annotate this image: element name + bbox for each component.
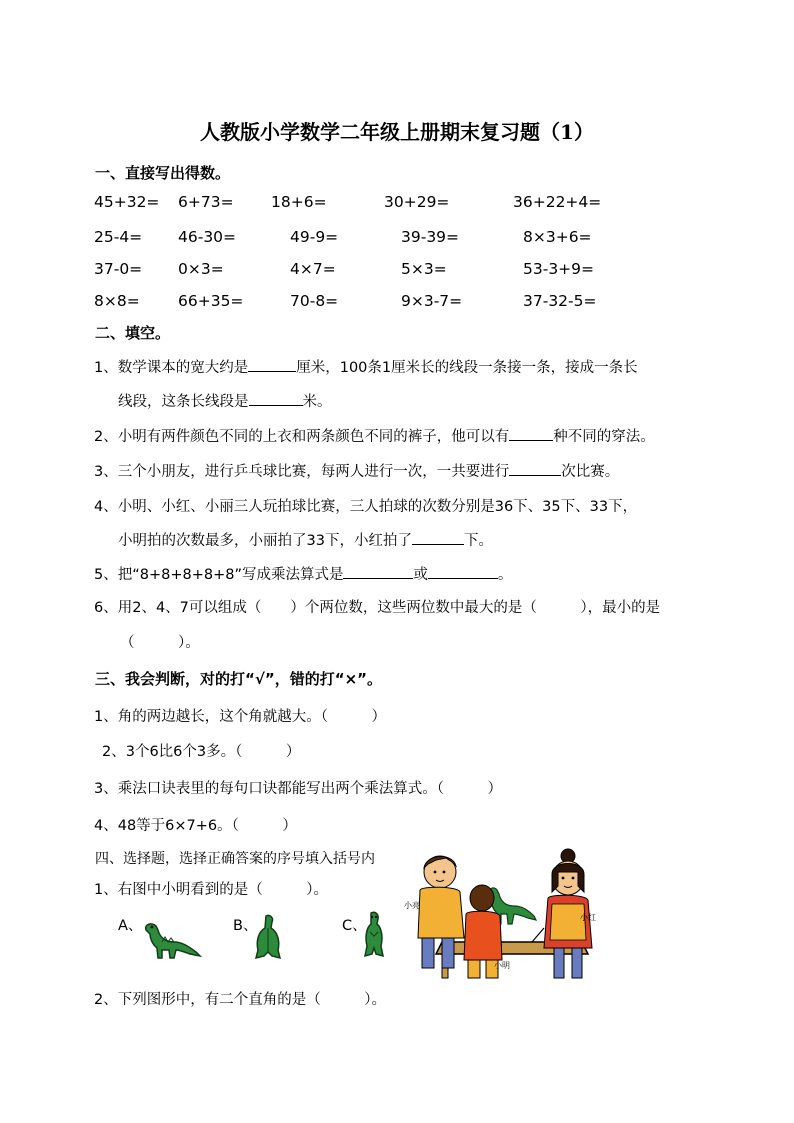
dinosaur-back-icon — [252, 912, 284, 960]
judge-item: 1、角的两边越长，这个角就越大。（ ） — [94, 709, 386, 725]
question-text: 2、小明有两件颜色不同的上衣和两条颜色不同的裤子，他可以有 — [94, 429, 510, 445]
arithmetic-item: 53-3+9= — [523, 260, 595, 278]
page-title: 人教版小学数学二年级上册期末复习题（1） — [200, 120, 594, 144]
section1-heading: 一、直接写出得数。 — [95, 164, 231, 182]
judge-item: 4、48等于6×7+6。（ ） — [94, 818, 297, 834]
arithmetic-item: 8×8= — [94, 292, 140, 310]
arithmetic-item: 45+32= — [94, 193, 160, 211]
question-text: 种不同的穿法。 — [553, 429, 655, 445]
arithmetic-item: 66+35= — [178, 292, 244, 310]
question-text: 下。 — [463, 533, 493, 549]
question-text: 线段，这条长线段是 — [118, 394, 249, 410]
question-text: 小明拍的次数最多，小丽拍了33下，小红拍了 — [118, 533, 412, 549]
arithmetic-item: 46-30= — [178, 228, 237, 246]
answer-blank[interactable] — [248, 357, 296, 372]
question-text: 4、小明、小红、小丽三人玩拍球比赛，三人拍球的次数分别是36下、35下、33下， — [94, 499, 638, 515]
children-illustration — [402, 842, 596, 982]
dinosaur-front-icon — [361, 910, 387, 960]
question-text: 次比赛。 — [561, 464, 620, 480]
question-text: 1、数学课本的宽大约是 — [94, 360, 249, 376]
section2-heading: 二、填空。 — [95, 324, 171, 342]
arithmetic-item: 8×3+6= — [523, 228, 592, 246]
question-text: 或 — [413, 567, 428, 583]
fill-question-6 — [94, 596, 660, 617]
judge-item: 2、3个6比6个3多。（ ） — [102, 744, 301, 760]
question-text: 6、用2、4、7可以组成（ ）个两位数，这些两位数中最大的是（ ），最小的是 — [94, 600, 661, 616]
arithmetic-item: 37-0= — [94, 260, 143, 278]
arithmetic-item: 18+6= — [271, 193, 327, 211]
question-text: 。 — [497, 567, 513, 583]
answer-blank[interactable] — [509, 426, 553, 441]
choice-question-1: 1、右图中小明看到的是（ ）。 — [94, 882, 328, 898]
fill-question-3 — [94, 460, 619, 481]
section3-heading: 三、我会判断，对的打“√”，错的打“×”。 — [95, 670, 383, 688]
arithmetic-item: 5×3= — [401, 260, 447, 278]
question-text: 5、把“8+8+8+8+8”写成乘法算式是 — [94, 567, 344, 583]
illustration-label: 小亮 — [404, 901, 420, 910]
illustration-label: 小明 — [494, 961, 510, 970]
fill-question-4 — [94, 495, 637, 516]
answer-blank[interactable] — [412, 530, 464, 545]
arithmetic-item: 49-9= — [290, 228, 339, 246]
question-text: 厘米，100条1厘米长的线段一条接一条，接成一条长 — [296, 360, 638, 376]
illustration-label: 小红 — [580, 913, 596, 922]
option-b-label[interactable]: B、 — [233, 918, 258, 934]
section4-heading: 四、选择题，选择正确答案的序号填入括号内 — [95, 851, 375, 867]
answer-blank[interactable] — [343, 564, 413, 579]
answer-blank[interactable] — [249, 391, 303, 406]
arithmetic-item: 30+29= — [384, 193, 450, 211]
arithmetic-item: 39-39= — [401, 228, 460, 246]
arithmetic-item: 6+73= — [178, 193, 234, 211]
arithmetic-item: 70-8= — [290, 292, 339, 310]
fill-question-6-cont — [120, 631, 200, 652]
answer-blank[interactable] — [428, 564, 498, 579]
option-a-label[interactable]: A、 — [118, 918, 143, 934]
answer-blank[interactable] — [509, 461, 561, 476]
fill-question-4-cont — [118, 529, 493, 550]
dinosaur-side-icon — [140, 916, 202, 960]
question-text: （ ）。 — [120, 635, 200, 651]
question-text: 3、三个小朋友，进行乒乓球比赛，每两人进行一次，一共要进行 — [94, 464, 510, 480]
option-c-label[interactable]: C、 — [342, 918, 367, 934]
fill-question-2 — [94, 425, 655, 446]
arithmetic-item: 36+22+4= — [513, 193, 602, 211]
fill-question-1 — [94, 356, 638, 377]
arithmetic-item: 25-4= — [94, 228, 143, 246]
question-text: 米。 — [302, 394, 332, 410]
arithmetic-item: 0×3= — [178, 260, 224, 278]
judge-item: 3、乘法口诀表里的每句口诀都能写出两个乘法算式。（ ） — [94, 781, 502, 797]
arithmetic-item: 4×7= — [290, 260, 336, 278]
choice-question-2: 2、下列图形中，有二个直角的是（ ）。 — [94, 992, 386, 1008]
arithmetic-item: 9×3-7= — [401, 292, 463, 310]
fill-question-1-cont — [118, 390, 332, 411]
arithmetic-item: 37-32-5= — [523, 292, 597, 310]
fill-question-5 — [94, 563, 512, 584]
